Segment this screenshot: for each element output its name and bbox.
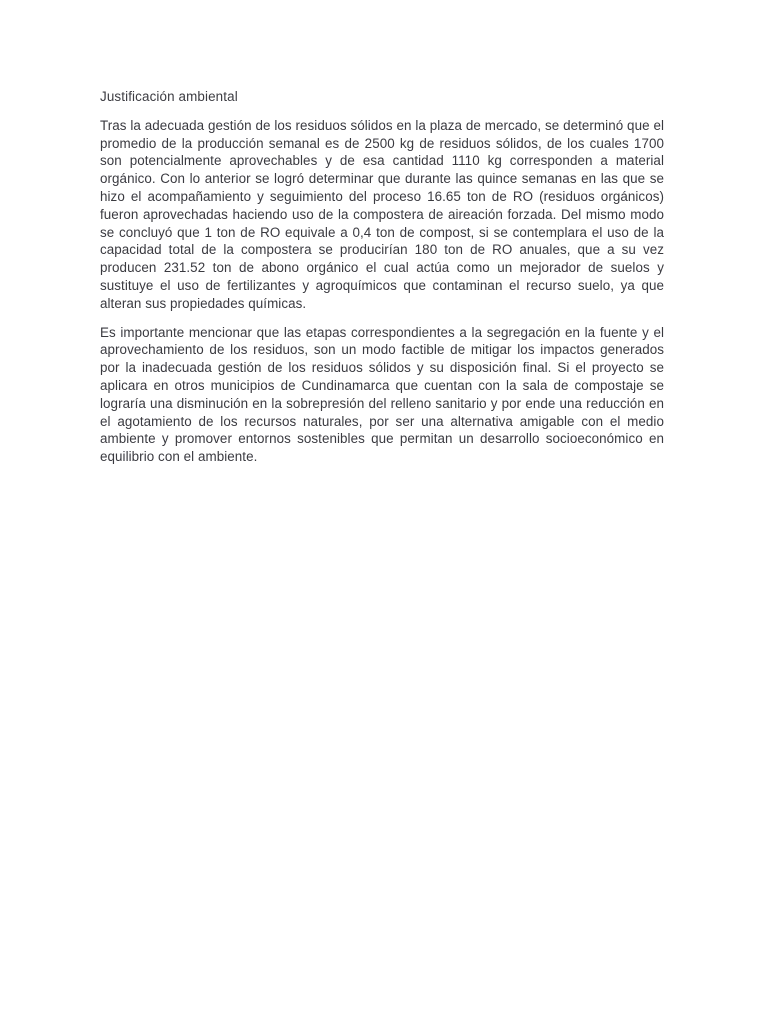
- section-heading: Justificación ambiental: [100, 89, 238, 104]
- paragraph-environmental-results: Tras la adecuada gestión de los residuos sólidos en la plaza de mercado, se determinó que el promedio de la producción semanal es de 2500 kg de residuos sólidos, de los cuales 1700 son potencialmente aprovechables y de esa cantidad 1110 kg corresponden a material orgánico. Con lo anterior se logró determinar que durante las quince semanas en las que se hizo el acompañamiento y seguimiento del proceso 16.65 ton de RO (residuos orgánicos) fueron aprovechadas haciendo uso de la compostera de aireación forzada. Del mismo modo se concluyó que 1 ton de RO equivale a 0,4 ton de compost, si se contemplara el uso de la capacidad total de la compostera se producirían 180 ton de RO anuales, que a su vez producen 231.52 ton de abono orgánico el cual actúa como un mejorador de suelos y sustituye el uso de fertilizantes y agroquímicos que contaminan el recurso suelo, ya que alteran sus propiedades químicas.: [100, 117, 664, 311]
- document-text-block: [100, 88, 664, 466]
- paragraph-environmental-conclusions: Es importante mencionar que las etapas correspondientes a la segregación en la fuente y el aprovechamiento de los residuos, son un modo factible de mitigar los impactos generados por la inadecuada gestión de los residuos sólidos y su disposición final. Si el proyecto se aplicara en otros municipios de Cundinamarca que cuentan con la sala de compostaje se lograría una disminución en la sobrepresión del relleno sanitario y por ende una reducción en el agotamiento de los recursos naturales, por ser una alternativa amigable con el medio ambiente y promover entornos sostenibles que permitan un desarrollo socioeconómico en equilibrio con el ambiente.: [100, 324, 664, 465]
